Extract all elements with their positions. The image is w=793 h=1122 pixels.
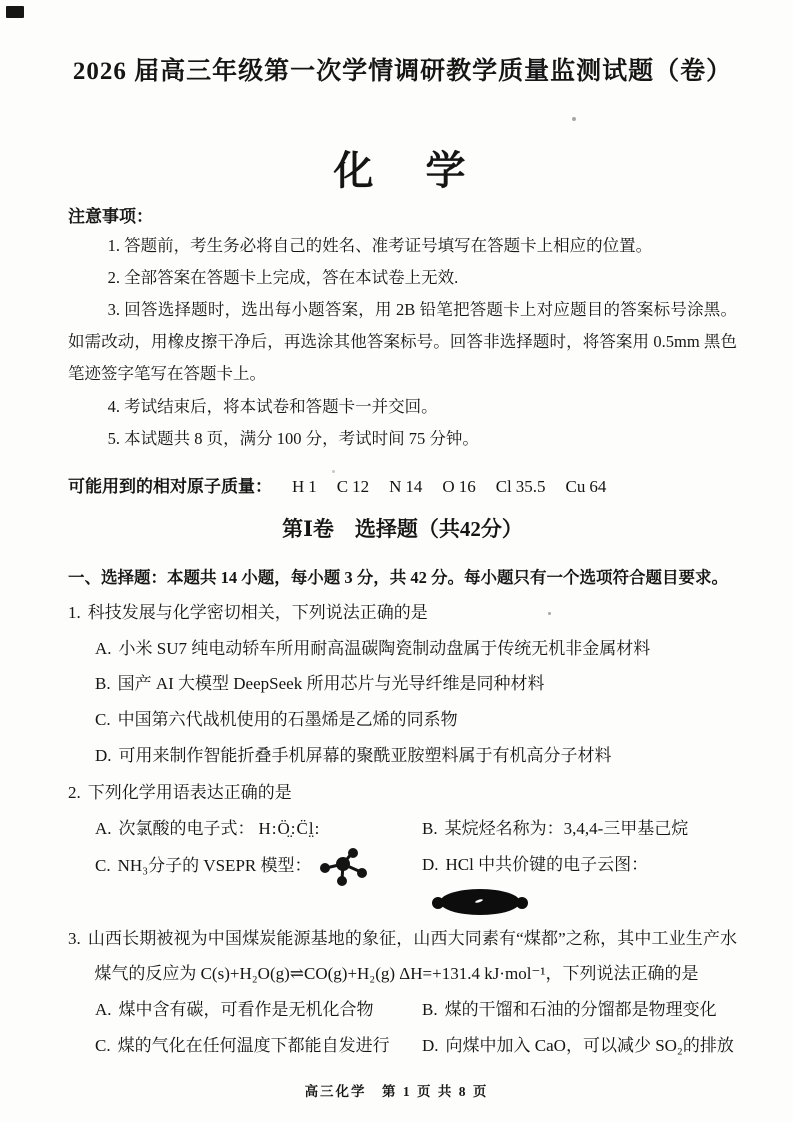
note-item-2: 2. 全部答案在答题卡上完成，答在本试卷上无效. (107, 267, 459, 287)
atomic-mass-N: N 14 (389, 476, 423, 496)
option-label: B. (422, 999, 438, 1019)
note-item-5: 5. 本试题共 8 页，满分 100 分，考试时间 75 分钟。 (107, 428, 479, 448)
question-number: 2. (68, 783, 81, 803)
question-3-options-row-2 (68, 1028, 737, 1064)
option-label: C. (95, 709, 111, 729)
section-title: 第Ⅰ卷 选择题（共42分） (282, 517, 523, 542)
option-label: A. (95, 819, 112, 839)
option-text: NH₃分子的 VSEPR 模型： (117, 855, 312, 875)
option-text: 可用来制作智能折叠手机屏幕的聚酰亚胺塑料属于有机高分子材料 (118, 745, 612, 765)
option-text: 中国第六代战机使用的石墨烯是乙烯的同系物 (117, 709, 458, 729)
option-text: 煤的干馏和石油的分馏都是物理变化 (444, 999, 717, 1019)
scan-artifact-mark (6, 6, 24, 18)
scan-speck (548, 612, 551, 615)
option-3A (95, 992, 422, 1028)
question-2 (68, 775, 737, 918)
option-3C (95, 1028, 422, 1064)
option-2A (95, 811, 422, 847)
atomic-masses-label: 可能用到的相对原子质量： (68, 476, 272, 496)
question-2-options-row-2 (68, 847, 737, 919)
question-2-options-row-1 (68, 811, 737, 847)
section-instruction: 一、选择题：本题共 14 小题，每小题 3 分，共 42 分。每小题只有一个选项符合题目要求。 (68, 567, 728, 587)
scan-speck (332, 470, 335, 473)
question-stem-text: 下列化学用语表达正确的是 (87, 783, 292, 803)
option-1B (68, 666, 737, 702)
atomic-mass-H: H 1 (292, 476, 317, 496)
option-label: A. (95, 638, 112, 658)
page-footer: 高三化学 第 1 页 共 8 页 (304, 1084, 489, 1099)
option-text: 向煤中加入 CaO，可以减少 SO₂的排放 (445, 1035, 734, 1055)
question-stem-text: 山西长期被视为中国煤炭能源基地的象征，山西大同素有“煤都”之称，其中工业生产水煤气的反应为 C(s)+H₂O(g)⇌CO(g)+H₂(g) ΔH=+131.4 kJ·mol⁻¹，下列说法正确的是 (87, 928, 737, 984)
question-1 (68, 595, 737, 773)
option-text: 国产 AI 大模型 DeepSeek 所用芯片与光导纤维是同种材料 (117, 674, 545, 694)
option-1C (68, 702, 737, 738)
electron-cloud-icon (430, 885, 530, 919)
notes-heading: 注意事项： (68, 206, 153, 226)
question-number: 1. (68, 602, 81, 622)
option-label: A. (95, 999, 112, 1019)
atomic-mass-C: C 12 (336, 476, 370, 496)
note-item-4: 4. 考试结束后，将本试卷和答题卡一并交回。 (107, 396, 438, 416)
note-item-1: 1. 答题前，考生务必将自己的姓名、准考证号填写在答题卡上相应的位置。 (107, 235, 653, 255)
option-text: 煤的气化在任何温度下都能自发进行 (117, 1035, 390, 1055)
notes-section (68, 203, 737, 455)
option-3D (422, 1028, 737, 1064)
option-text: 次氯酸的电子式： (118, 819, 255, 839)
atomic-mass-Cu: Cu 64 (565, 476, 607, 496)
option-3B (422, 992, 737, 1028)
option-2C (95, 847, 422, 919)
option-1A (68, 631, 737, 667)
question-2-stem (68, 775, 737, 811)
electron-dot-formula: H:Ö̤:C̈l̤: (258, 819, 321, 839)
subject-title: 化 学 (333, 147, 472, 193)
scan-speck (572, 117, 576, 121)
option-2B (422, 811, 737, 847)
option-2D (422, 847, 737, 919)
question-3-stem (68, 921, 737, 992)
question-3 (68, 921, 737, 1064)
note-item-3: 3. 回答选择题时，选出每小题答案，用 2B 铅笔把答题卡上对应题目的答案标号涂黑。如需改动，用橡皮擦干净后，再选涂其他答案标号。回答非选择题时，将答案用 0.5mm 黑色笔迹签字笔写在答题卡上。 (68, 300, 737, 384)
page-title: 2026 届高三年级第一次学情调研教学质量监测试题（卷） (72, 58, 733, 85)
vsepr-ball-and-stick-icon (319, 847, 369, 887)
question-3-options-row-1 (68, 992, 737, 1028)
question-number: 3. (68, 928, 81, 948)
atomic-mass-Cl: Cl 35.5 (495, 476, 546, 496)
option-label: B. (95, 674, 111, 694)
option-text: 煤中含有碳，可看作是无机化合物 (118, 999, 374, 1019)
option-label: D. (422, 854, 439, 874)
option-label: D. (422, 1035, 439, 1055)
option-label: B. (422, 819, 438, 839)
option-label: C. (95, 1035, 111, 1055)
question-1-options (68, 631, 737, 774)
atomic-masses-line (68, 473, 737, 500)
option-label: C. (95, 855, 111, 875)
option-text: 某烷烃名称为：3,4,4-三甲基己烷 (444, 819, 689, 839)
question-stem-text: 科技发展与化学密切相关，下列说法正确的是 (87, 602, 428, 622)
option-1D (68, 738, 737, 774)
option-label: D. (95, 745, 112, 765)
question-1-stem (68, 595, 737, 631)
option-text: 小米 SU7 纯电动轿车所用耐高温碳陶瓷制动盘属于传统无机非金属材料 (118, 638, 651, 658)
atomic-mass-O: O 16 (442, 476, 476, 496)
option-text: HCl 中共价键的电子云图： (445, 854, 649, 874)
